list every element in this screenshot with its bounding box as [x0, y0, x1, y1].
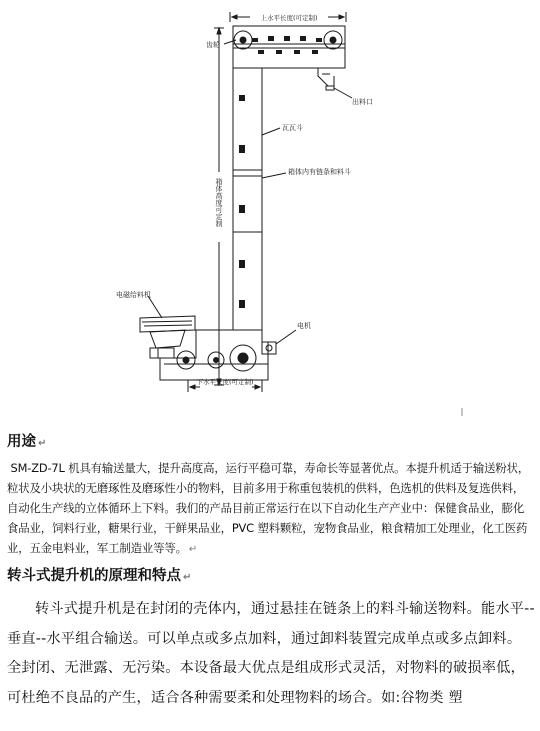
section1-body-text: SM-ZD-7L 机具有输送量大，提升高度高，运行平稳可靠，寿命长等显著优点。本提升机适于输送粉状，粒状及小块状的无磨琢性及磨琢性小的物料，目前多用于称重包装机的供料，色选机的供料及复选供料，自动化生产线的立体循环上下料。我们的产品目前正常运行在以下自动化生产产业中：保健食品业，膨化食品业，饲料行业，糖果行业，干鲜果品业，PVC 塑料颗粒，宠物食品业，粮食精加工处理业，化工医药业，五金电料业，军工制造业等等。 — [7, 461, 530, 555]
motor-label: 电机 — [297, 322, 311, 330]
bottom-dimension-label: 下水平长度(可定制) — [196, 378, 254, 386]
sprocket-label: 齿轮 — [206, 41, 220, 49]
section2-body — [7, 595, 535, 713]
section1-body: SM-ZD-7L 机具有输送量大，提升高度高，运行平稳可靠，寿命长等显著优点。本提升机适于输送粉状，粒状及小块状的无磨琢性及磨琢性小的物料，目前多用于称重包装机的供料，色选机的供料及复选供料，自动化生产线的立体循环上下料。我们的产品目前正常运行在以下自动化生产产业中：保健食品业，膨化食品业，饲料行业，糖果行业，干鲜果品业，PVC 塑料颗粒，宠物食品业，粮食精加工处理业，化工医药业，五金电料业，军工制造业等等。 ↵ — [7, 461, 530, 555]
section1-heading: 用途 ↵ — [7, 434, 47, 450]
feeder-label: 电磁给料机 — [116, 291, 151, 299]
bucket-label: 瓦瓦斗 — [282, 124, 303, 132]
section2-body-text: 转斗式提升机是在封闭的壳体内，通过悬挂在链条上的料斗输送物料。能水平--垂直--水平组合输送。可以单点或多点加料，通过卸料装置完成单点或多点卸料。全封闭、无泄露、无污染。本设备最大优点是组成形式灵活，对物料的破损率低，可杜绝不良品的产生，适合各种需要柔和处理物料的场合。如:谷物类 塑 — [7, 601, 535, 706]
section2-heading-text: 转斗式提升机的原理和特点 — [7, 568, 181, 584]
top-dimension-label: 上水平长度(可定制) — [260, 14, 318, 22]
section1-heading-text: 用途 — [7, 434, 36, 450]
section2-heading: 转斗式提升机的原理和特点 ↵ — [7, 568, 192, 584]
outlet-label: 出料口 — [352, 98, 373, 106]
height-dimension-label: 箱体高度可定制 — [215, 178, 223, 227]
chain-label: 箱体内有链条和料斗 — [288, 168, 351, 176]
